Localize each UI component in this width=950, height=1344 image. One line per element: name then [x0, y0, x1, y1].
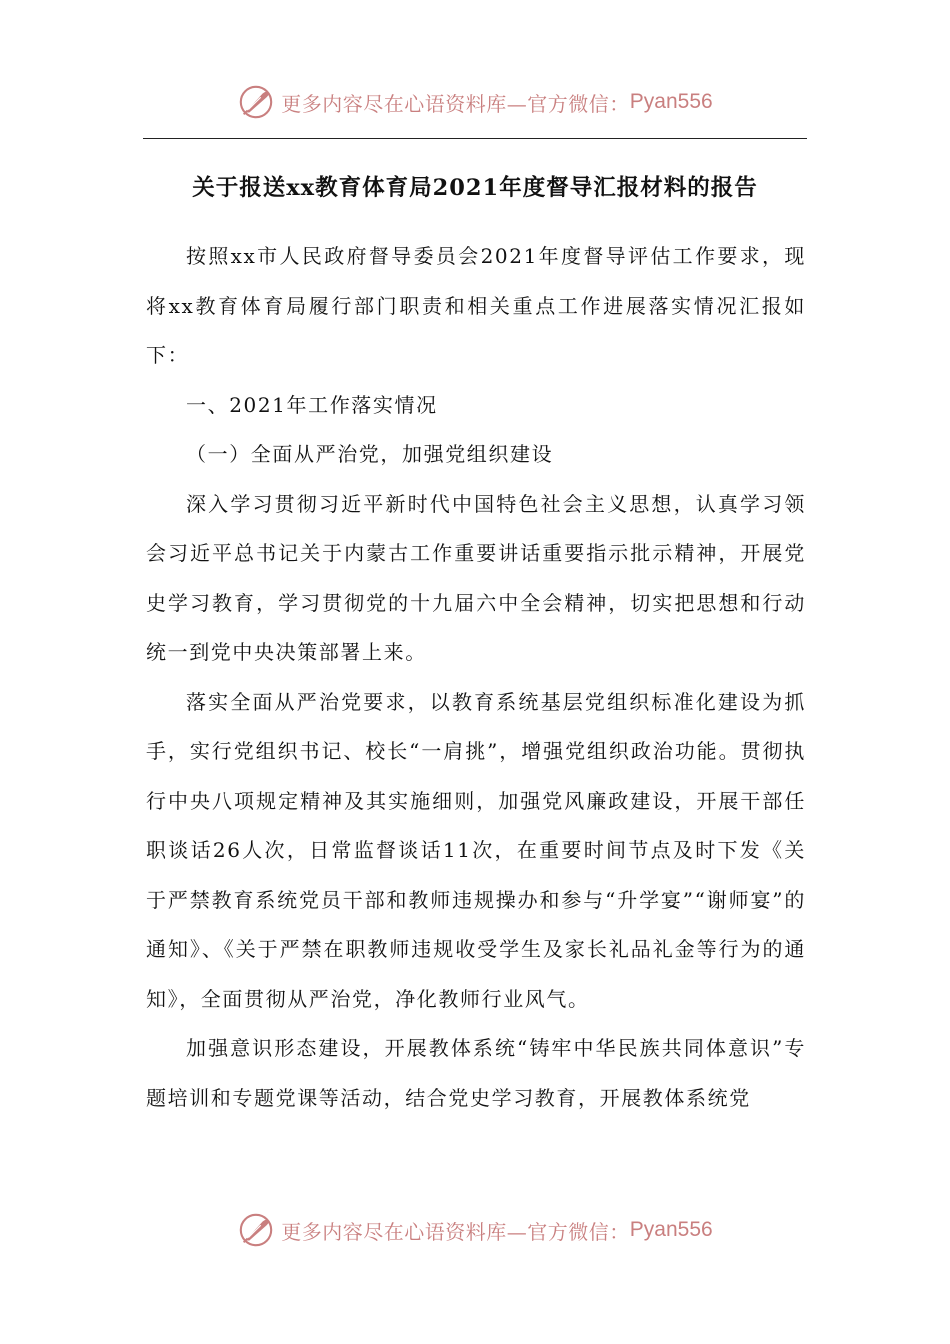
header-watermark-banner: [0, 82, 950, 122]
document-title: 关于报送xx教育体育局2021年度督导汇报材料的报告: [192, 175, 758, 201]
document-body: [146, 232, 806, 1123]
header-divider: [143, 138, 807, 139]
paragraph-intro: 按照xx市人民政府督导委员会2021年度督导评估工作要求，现将xx教育体育局履行部门职责和相关重点工作进展落实情况汇报如下：: [146, 244, 806, 367]
paragraph-ideology: 加强意识形态建设，开展教体系统“铸牢中华民族共同体意识”专题培训和专题党课等活动，结合党史学习教育，开展教体系统党: [146, 1036, 806, 1110]
banner-text: 更多内容尽在心语资料库—官方微信：: [281, 1219, 630, 1244]
paragraph-study: 深入学习贯彻习近平新时代中国特色社会主义思想，认真学习领会习近平总书记关于内蒙古工作重要讲话重要指示批示精神，开展党史学习教育，学习贯彻党的十九届六中全会精神，切实把思想和行动统一到党中央决策部署上来。: [146, 491, 806, 664]
quill-logo-icon: [237, 83, 275, 121]
paragraph-discipline: 落实全面从严治党要求，以教育系统基层党组织标准化建设为抓手，实行党组织书记、校长“一肩挑”，增强党组织政治功能。贯彻执行中央八项规定精神及其实施细则，加强党风廉政建设，开展干部任职谈话26人次，日常监督谈话11次，在重要时间节点及时下发《关于严禁教育系统党员干部和教师违规操办和参与“升学宴”“谢师宴”的通知》、《关于严禁在职教师违规收受学生及家长礼品礼金等行为的通知》，全面贯彻从严治党，净化教师行业风气。: [146, 689, 806, 1011]
banner-text: 更多内容尽在心语资料库—官方微信：: [281, 91, 630, 116]
footer-watermark-banner: [0, 1210, 950, 1250]
subsection-heading-1: （一）全面从严治党，加强党组织建设: [186, 442, 554, 466]
section-heading-1: 一、2021年工作落实情况: [186, 392, 438, 417]
banner-wechat-id: Pyan556: [629, 1218, 713, 1241]
quill-logo-icon: [237, 1211, 275, 1249]
banner-wechat-id: Pyan556: [629, 90, 713, 113]
